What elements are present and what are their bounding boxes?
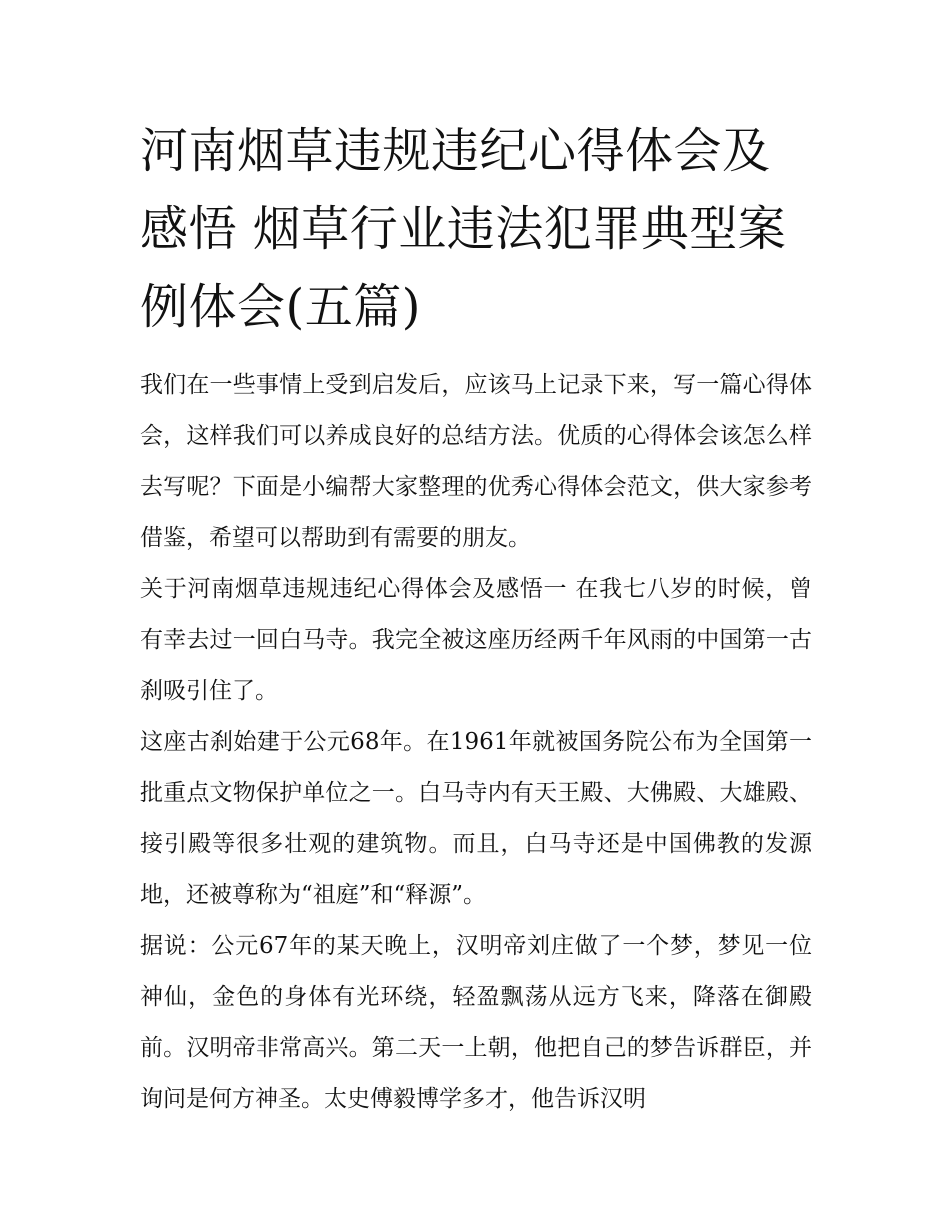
- document-page: [140, 112, 812, 1125]
- paragraph-3: 据说：公元67年的某天晚上，汉明帝刘庄做了一个梦，梦见一位神仙，金色的身体有光环绕，轻盈飘荡从远方飞来，降落在御殿前。汉明帝非常高兴。第二天一上朝，他把自己的梦告诉群臣，并询问是何方神圣。太史傅毅博学多才，他告诉汉明: [140, 933, 812, 1112]
- paragraph-2: 这座古刹始建于公元68年。在1961年就被国务院公布为全国第一批重点文物保护单位之一。白马寺内有天王殿、大佛殿、大雄殿、接引殿等很多壮观的建筑物。而且，白马寺还是中国佛教的发源地，还被尊称为“祖庭”和“释源”。: [140, 729, 812, 908]
- paragraph-intro: 我们在一些事情上受到启发后，应该马上记录下来，写一篇心得体会，这样我们可以养成良好的总结方法。优质的心得体会该怎么样去写呢？下面是小编帮大家整理的优秀心得体会范文，供大家参考借鉴，希望可以帮助到有需要的朋友。: [140, 372, 812, 551]
- document-title: 河南烟草违规违纪心得体会及感悟 烟草行业违法犯罪典型案例体会(五篇): [140, 123, 787, 335]
- paragraph-1: 关于河南烟草违规违纪心得体会及感悟一 在我七八岁的时候，曾有幸去过一回白马寺。我完全被这座历经两千年风雨的中国第一古刹吸引住了。: [140, 576, 812, 704]
